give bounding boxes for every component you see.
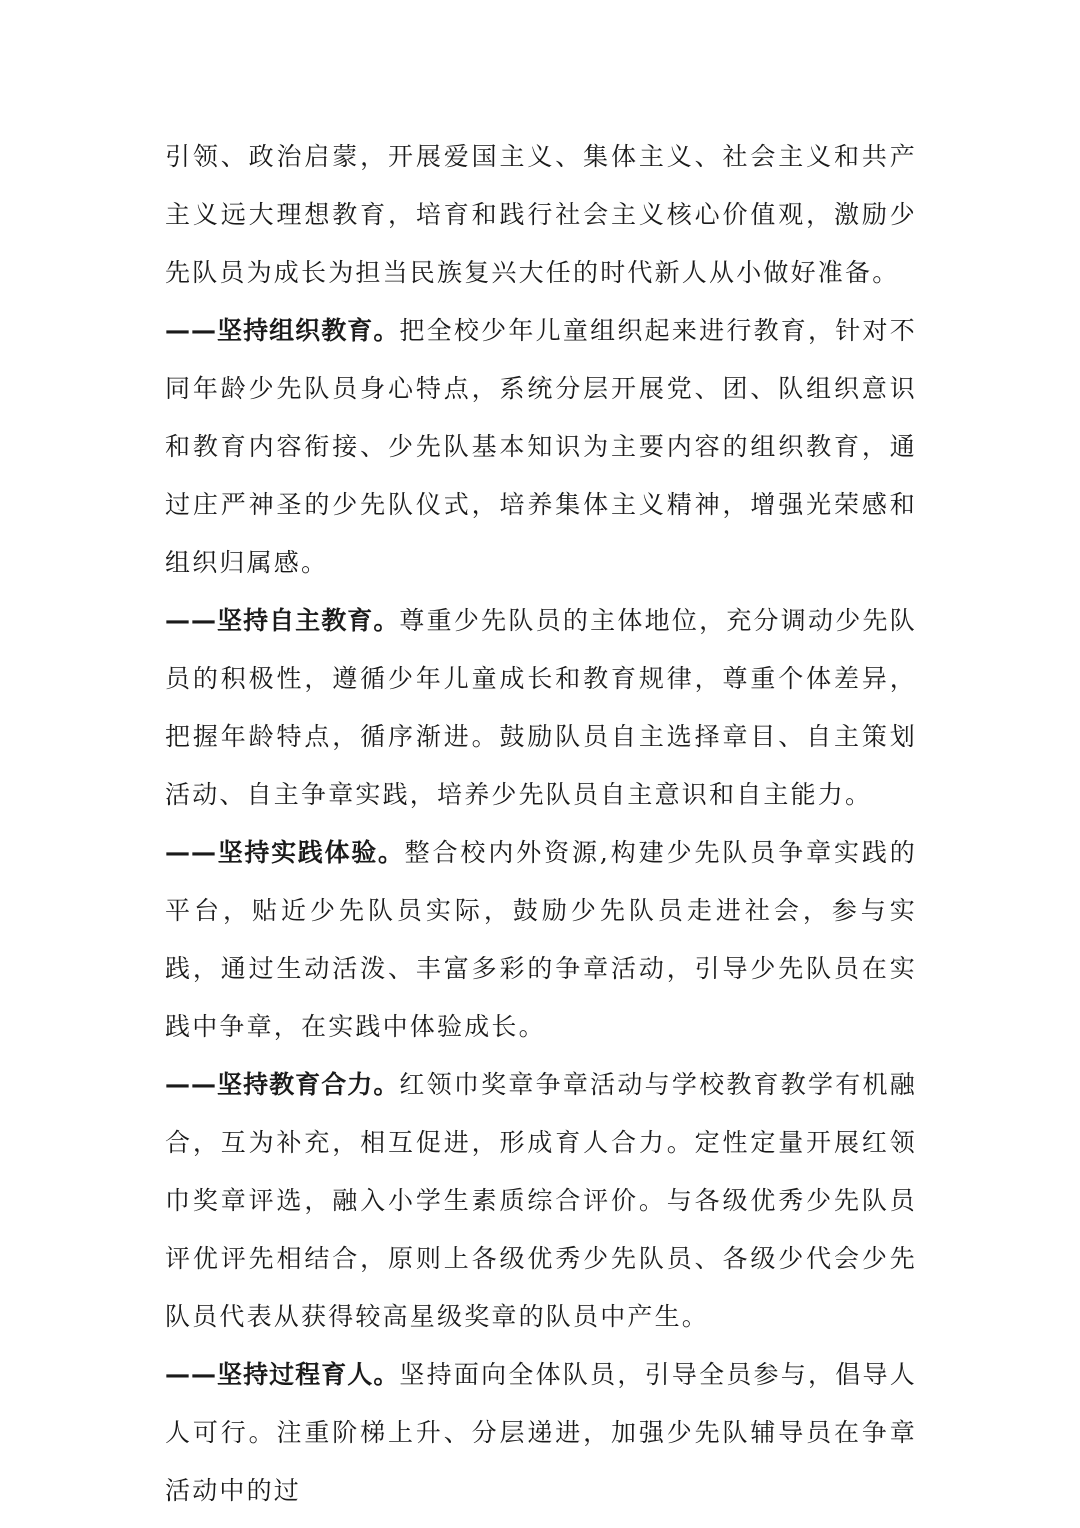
document-page bbox=[165, 128, 917, 1520]
paragraph-heading: ——坚持过程育人。 bbox=[165, 1360, 400, 1389]
paragraph-body: 引领、政治启蒙，开展爱国主义、集体主义、社会主义和共产主义远大理想教育，培育和践行社会主义核心价值观，激励少先队员为成长为担当民族复兴大任的时代新人从小做好准备。 bbox=[165, 142, 917, 287]
paragraph-heading: ——坚持教育合力。 bbox=[165, 1070, 400, 1099]
paragraph-body: 整合校内外资源,构建少先队员争章实践的平台，贴近少先队员实际，鼓励少先队员走进社会，参与实践，通过生动活泼、丰富多彩的争章活动，引导少先队员在实践中争章，在实践中体验成长。 bbox=[165, 838, 917, 1041]
paragraph-body: 红领巾奖章争章活动与学校教育教学有机融合，互为补充，相互促进，形成育人合力。定性定量开展红领巾奖章评选，融入小学生素质综合评价。与各级优秀少先队员评优评先相结合，原则上各级优秀少先队员、各级少代会少先队员代表从获得较高星级奖章的队员中产生。 bbox=[165, 1070, 917, 1331]
paragraph-body: 坚持面向全体队员，引导全员参与，倡导人人可行。注重阶梯上升、分层递进，加强少先队辅导员在争章活动中的过 bbox=[165, 1360, 917, 1505]
paragraph-body: 尊重少先队员的主体地位，充分调动少先队员的积极性，遵循少年儿童成长和教育规律，尊重个体差异，把握年龄特点，循序渐进。鼓励队员自主选择章目、自主策划活动、自主争章实践，培养少先队员自主意识和自主能力。 bbox=[165, 606, 917, 809]
paragraph-organization-education bbox=[165, 302, 917, 592]
paragraph-heading: ——坚持组织教育。 bbox=[165, 316, 400, 345]
paragraph-intro-continuation bbox=[165, 128, 917, 302]
paragraph-process-education bbox=[165, 1346, 917, 1520]
paragraph-practice-experience bbox=[165, 824, 917, 1056]
paragraph-self-education bbox=[165, 592, 917, 824]
paragraph-heading: ——坚持自主教育。 bbox=[165, 606, 400, 635]
paragraph-body: 把全校少年儿童组织起来进行教育，针对不同年龄少先队员身心特点，系统分层开展党、团、队组织意识和教育内容衔接、少先队基本知识为主要内容的组织教育，通过庄严神圣的少先队仪式，培养集体主义精神，增强光荣感和组织归属感。 bbox=[165, 316, 917, 577]
paragraph-heading: ——坚持实践体验。 bbox=[165, 838, 405, 867]
paragraph-joint-education bbox=[165, 1056, 917, 1346]
